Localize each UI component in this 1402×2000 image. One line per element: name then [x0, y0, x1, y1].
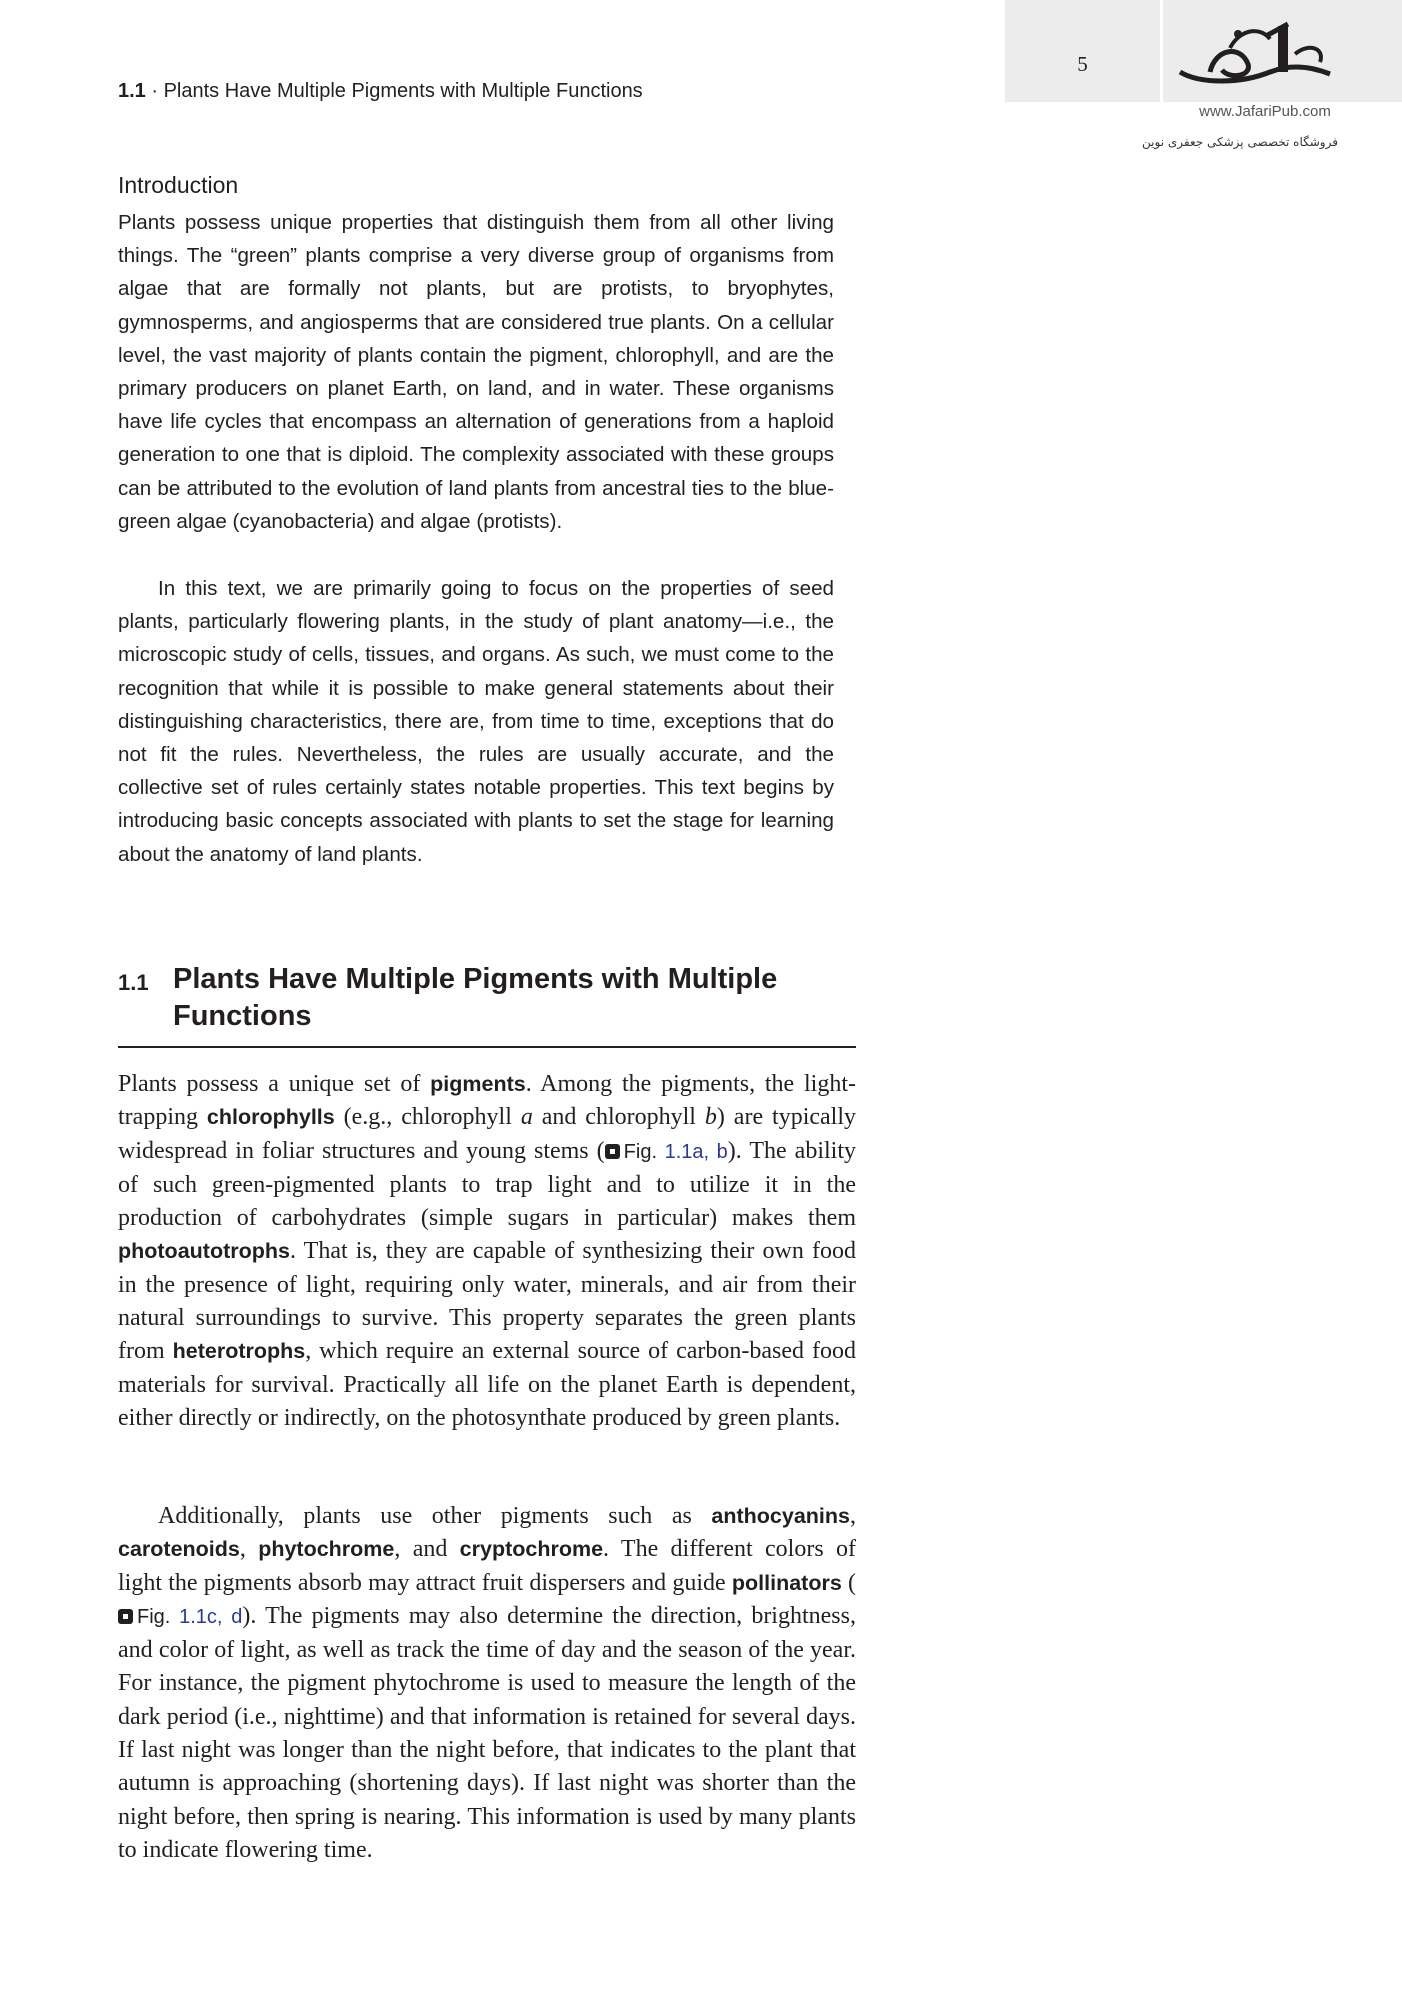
keyword-phytochrome: phytochrome: [258, 1537, 395, 1562]
figure-link-icon: [118, 1609, 133, 1624]
section-paragraph-1: [118, 1068, 856, 1435]
page-number: 5: [1077, 52, 1088, 76]
keyword-pigments: pigments: [430, 1072, 526, 1096]
text-run: (: [841, 1569, 856, 1596]
text-run: , and: [394, 1536, 460, 1563]
keyword-carotenoids: carotenoids: [118, 1537, 240, 1562]
keyword-heterotrophs: heterotrophs: [172, 1339, 306, 1364]
intro-paragraph-1: Plants possess unique properties that distinguish them from all other living things. The “green” plants comprise a very diverse group of organisms from algae that are formally not plants, but are protists, to bryophytes, gymnosperms, and angiosperms that are considered true plants. On a cellular level, the vast majority of plants contain the pigment, chlorophyll, and are the primary producers on planet Earth, on land, and in water. These organisms have life cycles that encompass an alternation of generations from a haploid generation to one that is diploid. The complexity associated with these groups can be attributed to the evolution of land plants from ancestral ties to the blue-green algae (cyanobacteria) and algae (protists).: [118, 211, 834, 533]
running-head-number: 1.1: [118, 80, 146, 102]
text-run: ,: [850, 1503, 856, 1529]
figure-link-icon: [605, 1144, 620, 1159]
keyword-chlorophylls: chlorophylls: [206, 1105, 335, 1130]
page-number-box: [1005, 0, 1160, 102]
figure-link-1-1ab[interactable]: 1.1a, b: [664, 1140, 728, 1163]
text-run: (e.g., chlorophyll: [334, 1104, 521, 1131]
figure-word: Fig.: [623, 1140, 665, 1163]
text-run: ) are typically widespread in foliar structures and young stems (: [118, 1104, 857, 1164]
text-run: ). The ability of such green-pigmented plants to trap light and to utilize it in the production of carbohydrates (simple sugars in particular) makes them: [118, 1137, 856, 1232]
publisher-logo-mark: [1170, 14, 1340, 104]
publisher-url[interactable]: www.JafariPub.com: [1199, 103, 1331, 120]
italic-a: a: [520, 1104, 533, 1131]
running-head-title: Plants Have Multiple Pigments with Multiple Functions: [163, 80, 643, 102]
text-run: Additionally, plants use other pigments such as: [158, 1503, 712, 1529]
text-run: Plants possess a unique set of: [118, 1071, 431, 1097]
text-run: , which require an external source of carbon-based food materials for survival. Practically all life on the planet Earth is dependent, either directly or indirectly, on the photosynthate produced by green plants.: [118, 1338, 857, 1431]
keyword-cryptochrome: cryptochrome: [459, 1537, 604, 1562]
text-run: ). The pigments may also determine the direction, brightness, and color of light, as well as track the time of day and the season of the year. For instance, the pigment phytochrome is used to measure the length of the dark period (i.e., nighttime) and that information is retained for several days. If last night was longer than the night before, that indicates to the plant that autumn is approaching (shortening days). If last night was shorter than the night before, then spring is nearing. This information is used by many plants to indicate flowering time.: [118, 1602, 856, 1863]
section-paragraph-2: [118, 1500, 856, 1867]
section-rule: [118, 1046, 856, 1048]
section-number: 1.1: [118, 970, 149, 995]
text-run: . The different colors of light the pigments absorb may attract fruit dispersers and guide: [118, 1536, 856, 1596]
keyword-pollinators: pollinators: [731, 1570, 842, 1595]
text-run: and chlorophyll: [532, 1104, 705, 1131]
keyword-photoautotrophs: photoautotrophs: [118, 1239, 290, 1264]
figure-word: Fig.: [137, 1605, 180, 1628]
section-title: Plants Have Multiple Pigments with Multiple Functions: [173, 963, 778, 1032]
figure-reference-1[interactable]: [605, 1141, 728, 1163]
introduction-heading: Introduction: [118, 172, 239, 198]
keyword-anthocyanins: anthocyanins: [711, 1504, 850, 1528]
text-run: . That is, they are capable of synthesizing their own food in the presence of light, requiring only water, minerals, and air from their natural surroundings to survive. This property separates the green plants from: [118, 1238, 856, 1365]
text-run: . Among the pigments, the light-trapping: [118, 1071, 857, 1131]
publisher-store-text: فروشگاه تخصصی پزشکی جعفری نوین: [1142, 135, 1338, 149]
running-head-separator: ·: [145, 80, 164, 102]
intro-paragraph-2: In this text, we are primarily going to focus on the properties of seed plants, particularly flowering plants, in the study of plant anatomy—i.e., the microscopic study of cells, tissues, and organs. As such, we must come to the recognition that while it is possible to make general statements about their distinguishing characteristics, there are, from time to time, exceptions that do not fit the rules. Nevertheless, the rules are usually accurate, and the collective set of rules certainly states notable properties. This text begins by introducing basic concepts associated with plants to set the stage for learning about the anatomy of land plants.: [118, 577, 834, 866]
figure-link-1-1cd[interactable]: 1.1c, d: [179, 1605, 243, 1628]
figure-reference-2[interactable]: [118, 1606, 242, 1628]
text-run: ,: [239, 1536, 259, 1563]
italic-b: b: [704, 1104, 717, 1131]
running-head: [118, 80, 643, 103]
